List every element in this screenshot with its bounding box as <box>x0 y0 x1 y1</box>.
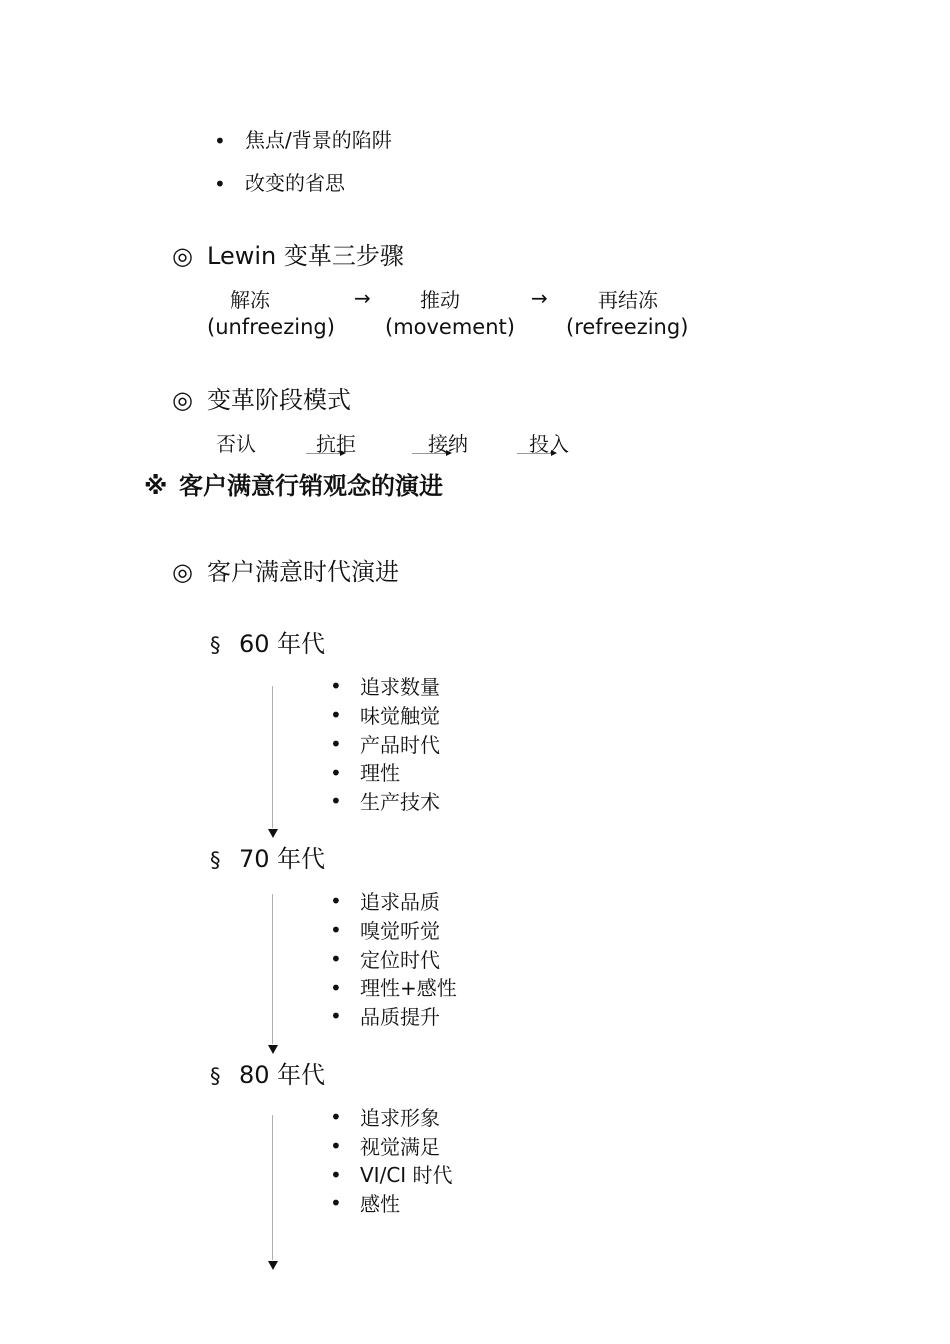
bullet-marker: • <box>330 976 342 1000</box>
list-item: 嗅觉听觉 <box>360 919 440 943</box>
bullet-marker: • <box>330 789 342 813</box>
section-mark: § <box>210 848 221 872</box>
list-item: 追求品质 <box>360 890 440 914</box>
era-heading: 客户满意时代演进 <box>207 558 399 586</box>
list-item: 理性+感性 <box>360 976 457 1000</box>
circle-mark: ◎ <box>172 242 193 270</box>
step-cn: 解冻 <box>230 288 270 312</box>
timeline-line <box>272 686 273 828</box>
list-item: 产品时代 <box>360 733 440 757</box>
bullet-marker: • <box>214 172 226 196</box>
section-title: 客户满意行销观念的演进 <box>179 472 443 500</box>
bullet-marker: • <box>330 732 342 756</box>
list-item: 理性 <box>360 761 400 785</box>
list-item: VI/CI 时代 <box>360 1163 453 1187</box>
lewin-heading: Lewin 变革三步骤 <box>207 242 404 270</box>
decade-label: 80 年代 <box>239 1061 326 1089</box>
step-cn: 再结冻 <box>598 288 658 312</box>
circle-mark: ◎ <box>172 558 193 586</box>
bullet-marker: • <box>330 1134 342 1158</box>
step-cn: 推动 <box>420 288 460 312</box>
list-item: 追求形象 <box>360 1106 440 1130</box>
bullet-marker: • <box>330 674 342 698</box>
list-item: 视觉满足 <box>360 1135 440 1159</box>
bullet-marker: • <box>330 761 342 785</box>
bullet-marker: • <box>330 918 342 942</box>
decade-label: 70 年代 <box>239 845 326 873</box>
stage-item: 否认 <box>216 432 256 456</box>
arrow-icon: → <box>531 286 548 310</box>
stage-item: 抗拒 <box>316 432 356 456</box>
step-en: (unfreezing) <box>207 315 335 339</box>
stage-item: 接纳 <box>428 432 468 456</box>
circle-mark: ◎ <box>172 386 193 414</box>
section-mark: § <box>210 633 221 657</box>
decade-label: 60 年代 <box>239 630 326 658</box>
step-en: (refreezing) <box>566 315 689 339</box>
timeline-line <box>272 1115 273 1260</box>
list-item: 品质提升 <box>360 1005 440 1029</box>
star-mark: ※ <box>144 472 168 500</box>
stages-heading: 变革阶段模式 <box>207 386 351 414</box>
bullet-text: 改变的省思 <box>245 171 345 195</box>
timeline-line <box>272 894 273 1044</box>
stage-item: 投入 <box>529 432 569 456</box>
bullet-marker: • <box>330 947 342 971</box>
list-item: 感性 <box>360 1192 400 1216</box>
arrow-icon: → <box>354 286 371 310</box>
list-item: 定位时代 <box>360 948 440 972</box>
arrow-down-icon <box>268 829 278 838</box>
bullet-marker: • <box>330 889 342 913</box>
bullet-marker: • <box>214 129 226 153</box>
list-item: 味觉触觉 <box>360 704 440 728</box>
arrow-down-icon <box>268 1045 278 1054</box>
step-en: (movement) <box>385 315 515 339</box>
section-mark: § <box>210 1064 221 1088</box>
list-item: 追求数量 <box>360 675 440 699</box>
bullet-marker: • <box>330 703 342 727</box>
bullet-marker: • <box>330 1004 342 1028</box>
bullet-marker: • <box>330 1191 342 1215</box>
bullet-marker: • <box>330 1105 342 1129</box>
bullet-text: 焦点/背景的陷阱 <box>245 128 392 152</box>
bullet-marker: • <box>330 1163 342 1187</box>
list-item: 生产技术 <box>360 790 440 814</box>
arrow-down-icon <box>268 1261 278 1270</box>
